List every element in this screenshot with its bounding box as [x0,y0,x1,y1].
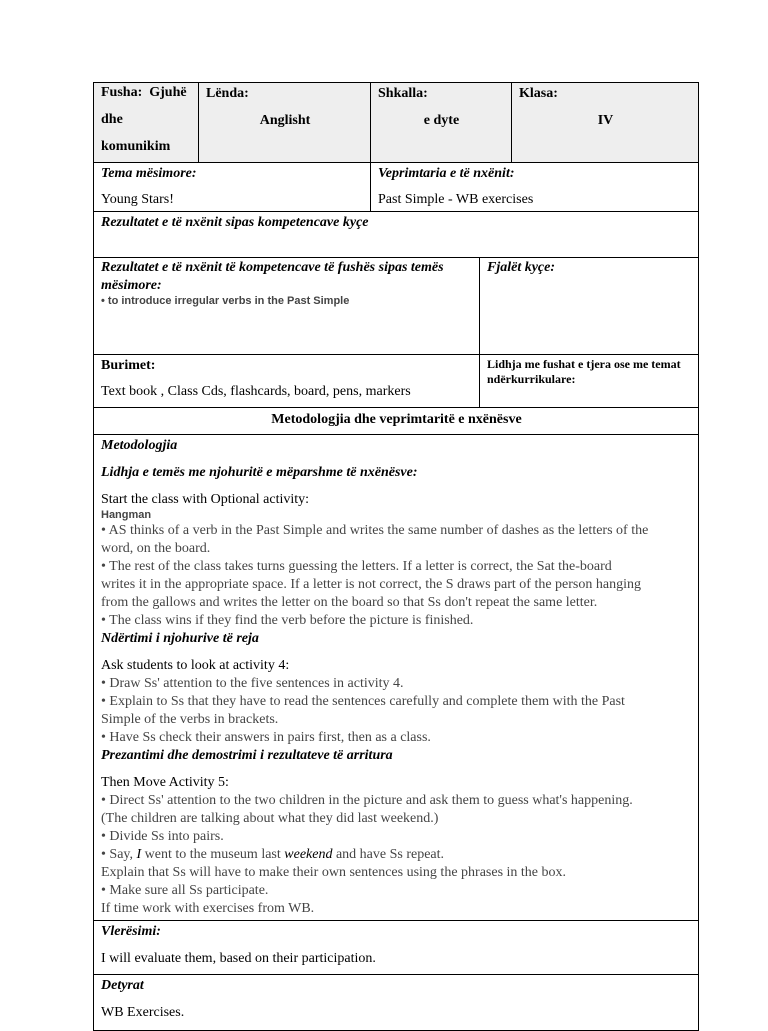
tema-value: Young Stars! [101,192,174,207]
vleresimi-row [94,921,699,975]
veprimtaria-label: Veprimtaria e të nxënit: [378,166,515,181]
detyrat-cell: Detyrat WB Exercises. [94,975,699,1031]
metodologjia-heading: Metodologjia dhe veprimtaritë e nxënësve [94,408,699,435]
rezultatet-item: • to introduce irregular verbs in the Past Simple [101,295,350,307]
lenda-cell: Lënda: Anglisht [199,83,371,163]
lesson-plan [93,82,698,1031]
metodologjia-row [94,435,699,921]
metodologjia-cell: Metodologjia Lidhja e temës me njohuritë e mëparshme të nxënësve: Start the class with Optional activity: Hangman • AS thinks of a verb in the Past Simple and writes the same number of dashes as the letters of the word, on the board. • The rest of the class takes turns guessing the letters. If a letter is correct, the Sat the-board writes it in the appropriate space. If a letter is not correct, the S draws part of the person hanging from the gallows and writes the letter on the board so that Ss don't repeat the same letter. • The class wins if they find the verb before the picture is finished. Ndërtimi i njohurive të reja Ask students to look at activity 4: • Draw Ss' attention to the five sentences in activity 4. • Explain to Ss that they have to read the sentences carefully and complete them with the Past Simple of the verbs in brackets. • Have Ss check their answers in pairs first, then as a class. Prezantimi dhe demostrimi i rezultateve të arritura Then Move Activity 5: • Direct Ss' attention to the two children in the picture and ask them to guess what's happening. (The children are talking about what they did last weekend.) • Divide Ss into pairs. • Say, I went to the museum last weekend and have Ss repeat. Explain that Ss will have to make their own sentences using the phrases in the box. • Make sure all Ss participate. If time work with exercises from WB. [94,435,699,921]
topic-row [94,163,699,212]
tema-label: Tema mësimore: [101,166,197,181]
burimet-cell: Burimet: Text book , Class Cds, flashcards, board, pens, markers [94,355,480,408]
prezantimi-label: Prezantimi dhe demostrimi i rezultateve të arritura [101,748,393,763]
rezultatet-fushes-cell: Rezultatet e të nxënit të kompetencave të fushës sipas temës mësimore: • to introduce irregular verbs in the Past Simple [94,258,480,355]
detyrat-row [94,975,699,1031]
rezultatet-fushes-row [94,258,699,355]
metodologjia-heading-row [94,408,699,435]
rezultatet-kyce-cell: Rezultatet e të nxënit sipas kompetencave kyçe [94,212,699,258]
lidhja-cell: Lidhja me fushat e tjera ose me temat ndërkurrikulare: [480,355,699,408]
klasa-cell: Klasa: IV [512,83,699,163]
veprimtaria-value: Past Simple - WB exercises [378,192,534,207]
fusha-cell: Fusha: Gjuhë dhe komunikim [94,83,199,163]
fjalet-kyce-cell: Fjalët kyçe: [480,258,699,355]
vleresimi-cell: Vlerësimi: I will evaluate them, based on their participation. [94,921,699,975]
rezultatet-kyce-row [94,212,699,258]
header-row [94,83,699,163]
burimet-row [94,355,699,408]
veprimtaria-cell [371,163,699,212]
ndertimi-label: Ndërtimi i njohurive të reja [101,631,259,646]
shkalla-cell: Shkalla: e dyte [371,83,512,163]
hangman-label: Hangman [101,509,152,521]
lesson-plan-table [93,82,699,1031]
tema-cell [94,163,371,212]
